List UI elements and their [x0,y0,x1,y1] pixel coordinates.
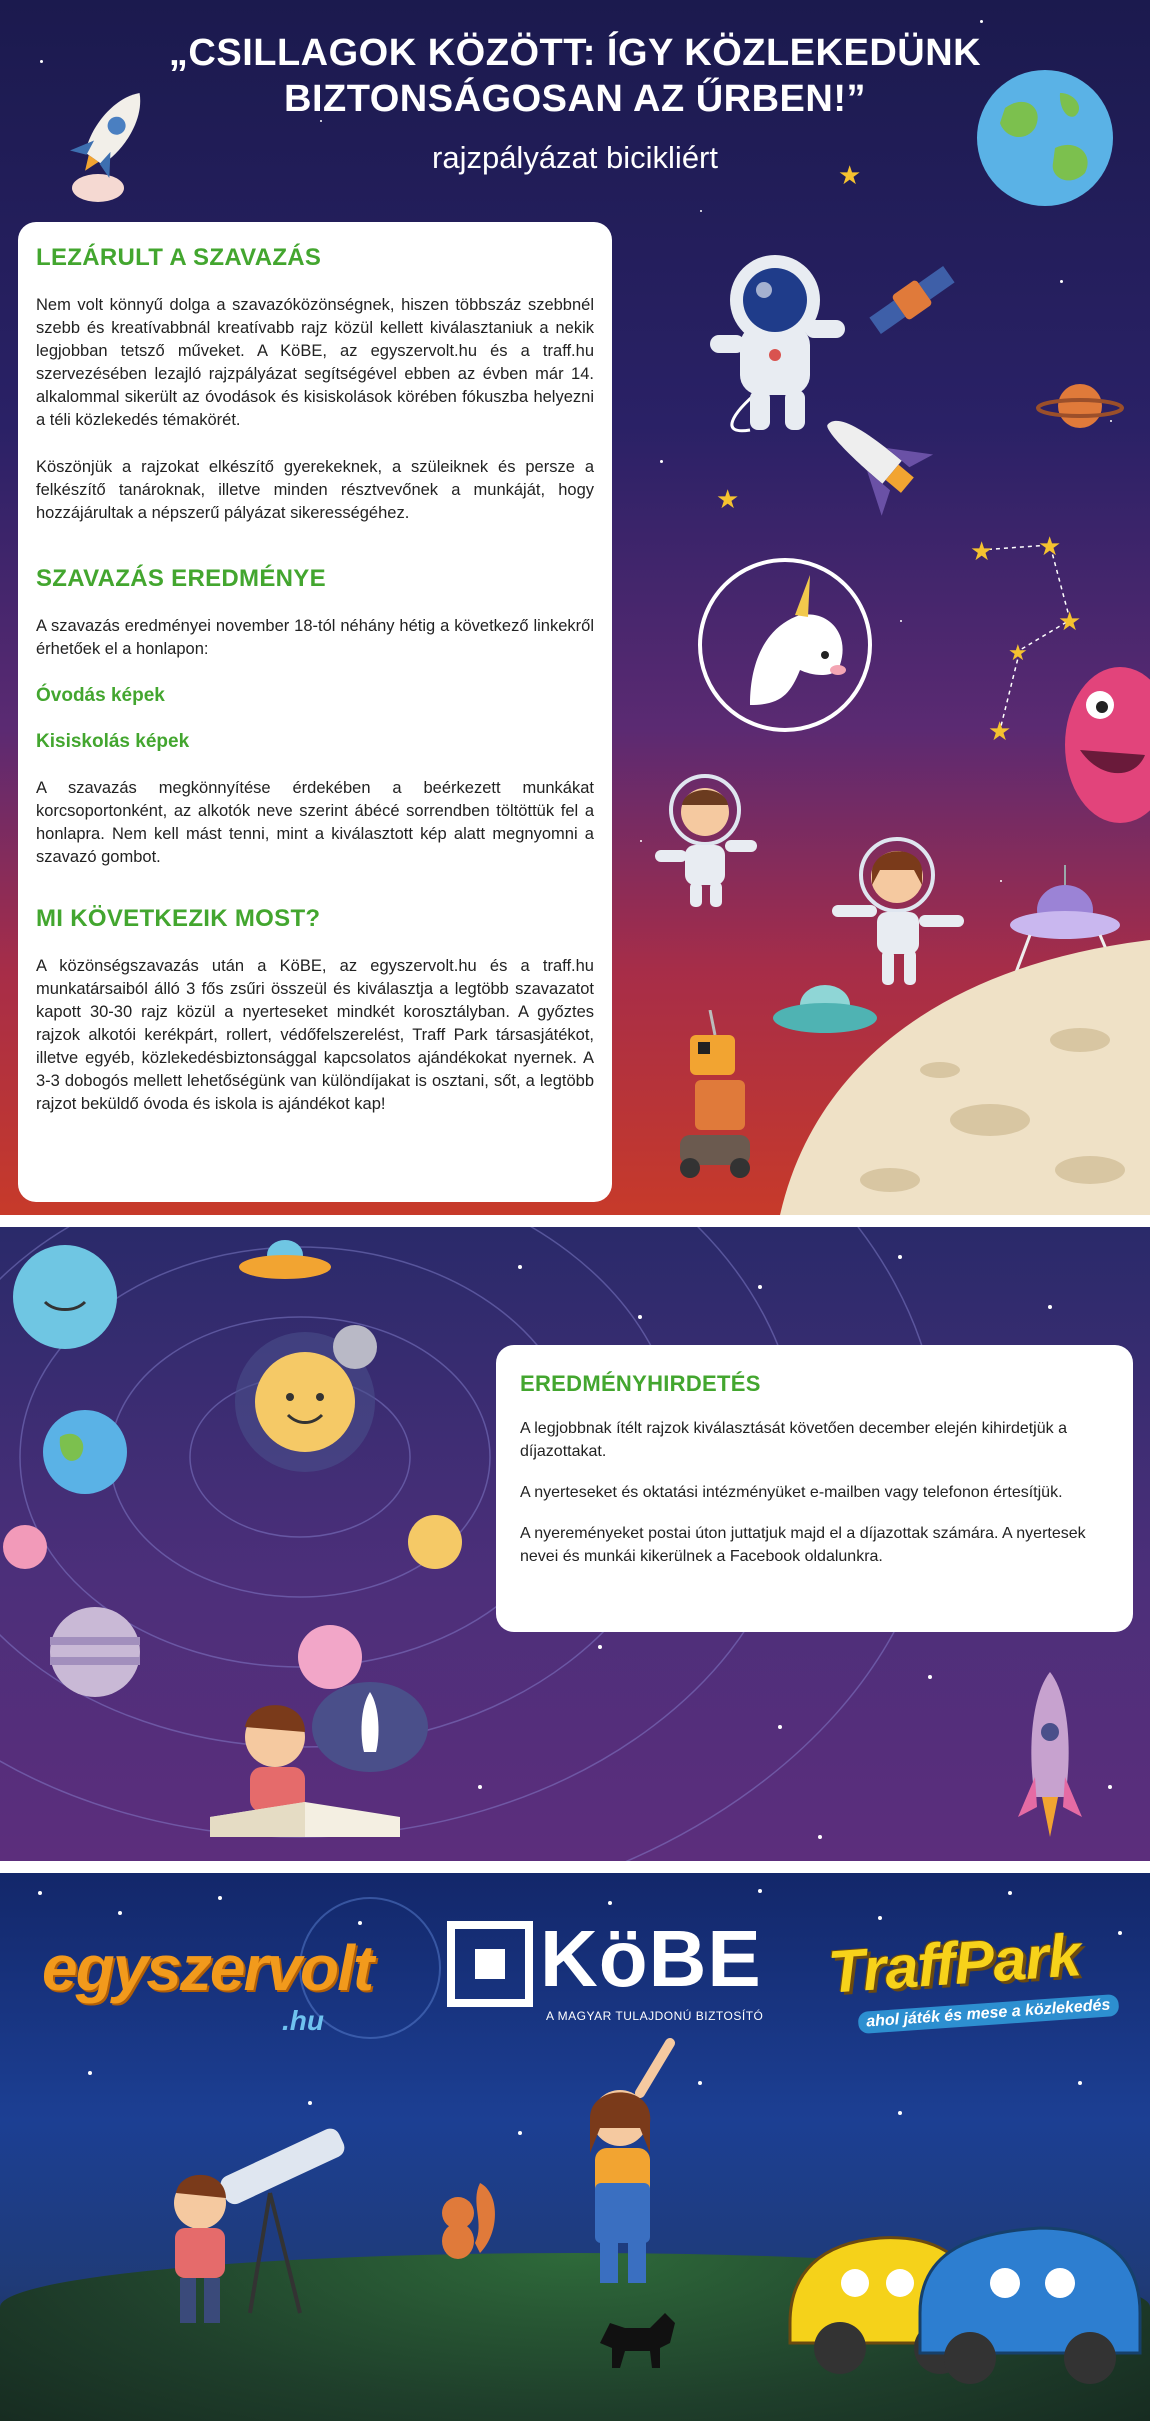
page-subtitle: rajzpályázat bicikliért [432,140,718,175]
closing-paragraph-1: Nem volt könnyű dolga a szavazóközönségnek, hiszen többszáz szebbnél szebb és kreatívabbnál kreatívabb rajz közül kellett kiválasztaniuk a nekik legjobban tetsző műveket. A KöBE, az egyszervolt.hu és a traff.hu szervezésében lezajló rajzpályázat segítségével ebben az évben már 14. alkalommal sikerült az óvodások és kisiskolások körében fókuszba helyezni a téli közlekedés témakörét. [36,296,594,429]
closing-paragraph-2: Köszönjük a rajzokat elkészítő gyerekeknek, a szüleiknek és persze a felkészítő tanároknak, illetve minden résztvevőnek a munkáját, hogy hozzájárultak a népszerű pályázat sikerességéhez. [36,458,594,522]
star [660,460,663,463]
star [1060,280,1063,283]
announcement-paragraph-3: A nyereményeket postai úton juttatjuk majd el a díjazottak számára. A nyertesek nevei és munkái kikerülnek a Facebook oldalunkra. [520,1525,1086,1565]
section-title-closing: LEZÁRULT A SZAVAZÁS [36,244,322,271]
solar-system-section [0,1227,1150,1861]
star [700,210,702,212]
thought-bubble-rocket-icon [300,1677,430,1787]
striped-planet-icon [30,1602,160,1702]
monster-icon [1060,660,1150,830]
ringed-planet-icon [1035,376,1125,436]
svg-text:★: ★ [1038,531,1062,561]
moon-surface-icon [780,920,1150,1215]
section-title-results: SZAVAZÁS EREDMÉNYE [36,565,326,592]
ufo-icon [235,1235,335,1285]
kobe-logo-mark-icon [447,1921,533,2007]
dog-silhouette-icon [590,2293,680,2373]
next-paragraph-1: A közönségszavazás után a KöBE, az egyszervolt.hu és a traff.hu munkatársaiból álló 3 fős zsűri összeül és kiválasztja a legtöbb szavazatot kapott 30-30 rajz közül a nyerteseket mindkét korosztályban. A győztes rajzok alkotói kerékpárt, rollert, védőfelszerelést, Traff Park társasjátékot, illetve egyéb, közlekedésbiztonsággal kapcsolatos ajándékokat nyernek. A 3-3 dobogós mellett lehetőségünk van különdíjakat is osztani, sőt, a legtöbb rajzot beküldő óvoda és iskola is ajándékot kap! [36,957,594,1113]
section-title-announcement: EREDMÉNYHIRDETÉS [520,1371,761,1396]
star [1000,880,1002,882]
section-divider [0,1861,1150,1873]
pink-planet-icon [0,1522,50,1572]
svg-text:★: ★ [1008,640,1028,665]
svg-text:★: ★ [970,536,994,566]
star [900,620,902,622]
rocket-icon [1010,1667,1090,1847]
space-shuttle-icon [812,380,962,530]
voting-closed-card [18,222,612,1202]
star [640,840,642,842]
section-divider [0,1215,1150,1227]
title-line-2: BIZTONSÁGOSAN AZ ŰRBEN!” [284,78,866,120]
link-school-images[interactable]: Kisiskolás képek [36,731,190,752]
squirrel-icon [430,2173,500,2263]
yellow-planet-icon [405,1512,465,1572]
results-paragraph-2: A szavazás megkönnyítése érdekében a beérkezett munkákat korcsoportonként, az alkotók neve szerint ábécé sorrendben töltöttük fel a honlapra. Nem kell mást tenni, mint a kiválasztott kép alatt megnyomni a szavazó gombot. [36,779,594,866]
link-kindergarten-images[interactable]: Óvodás képek [36,685,165,706]
child-astronaut-icon [650,770,770,910]
svg-text:★: ★ [1058,606,1082,636]
page-title [0,30,1150,122]
unicorn-helmet-icon [690,555,880,735]
moon-planet-icon [330,1322,380,1372]
results-paragraph-1: A szavazás eredményei november 18-tól néhány hétig a következő linkekről érhetőek el a honlapon: [36,617,594,658]
title-line-1: „CSILLAGOK KÖZÖTT: ÍGY KÖZLEKEDÜNK [168,32,982,74]
robot-icon [670,1010,770,1180]
yellow-star-icon: ★ [716,484,740,514]
section-title-next: MI KÖVETKEZIK MOST? [36,905,321,932]
kobe-logo[interactable]: KöBE [540,1914,762,2003]
child-drawing-icon [560,2033,720,2293]
child-telescope-icon [140,2093,370,2333]
kobe-tagline: A MAGYAR TULAJDONÚ BIZTOSÍTÓ [546,2009,764,2023]
traffpark-tagline: ahol játék és mese a közlekedés [858,1994,1119,2034]
sponsors-section [0,1873,1150,2421]
yellow-star-icon: ★ [838,160,862,190]
egyszervolt-logo[interactable]: egyszervolt [42,1932,373,2004]
star [980,20,983,23]
announcement-card [496,1345,1133,1632]
traffpark-cars-icon [770,2173,1150,2393]
satellite-icon [862,250,962,350]
earth-planet-icon [40,1407,130,1497]
svg-text:★: ★ [988,716,1012,746]
announcement-paragraph-2: A nyerteseket és oktatási intézményüket e-mailben vagy telefonon értesítjük. [520,1484,1063,1501]
announcement-paragraph-1: A legjobbnak ítélt rajzok kiválasztását követően december elején kihirdetjük a díjazottakat. [520,1420,1067,1460]
egyszervolt-domain: .hu [282,2005,324,2036]
traffpark-logo[interactable]: TraffPark [825,1921,1083,2006]
planet-icon [10,1242,120,1352]
